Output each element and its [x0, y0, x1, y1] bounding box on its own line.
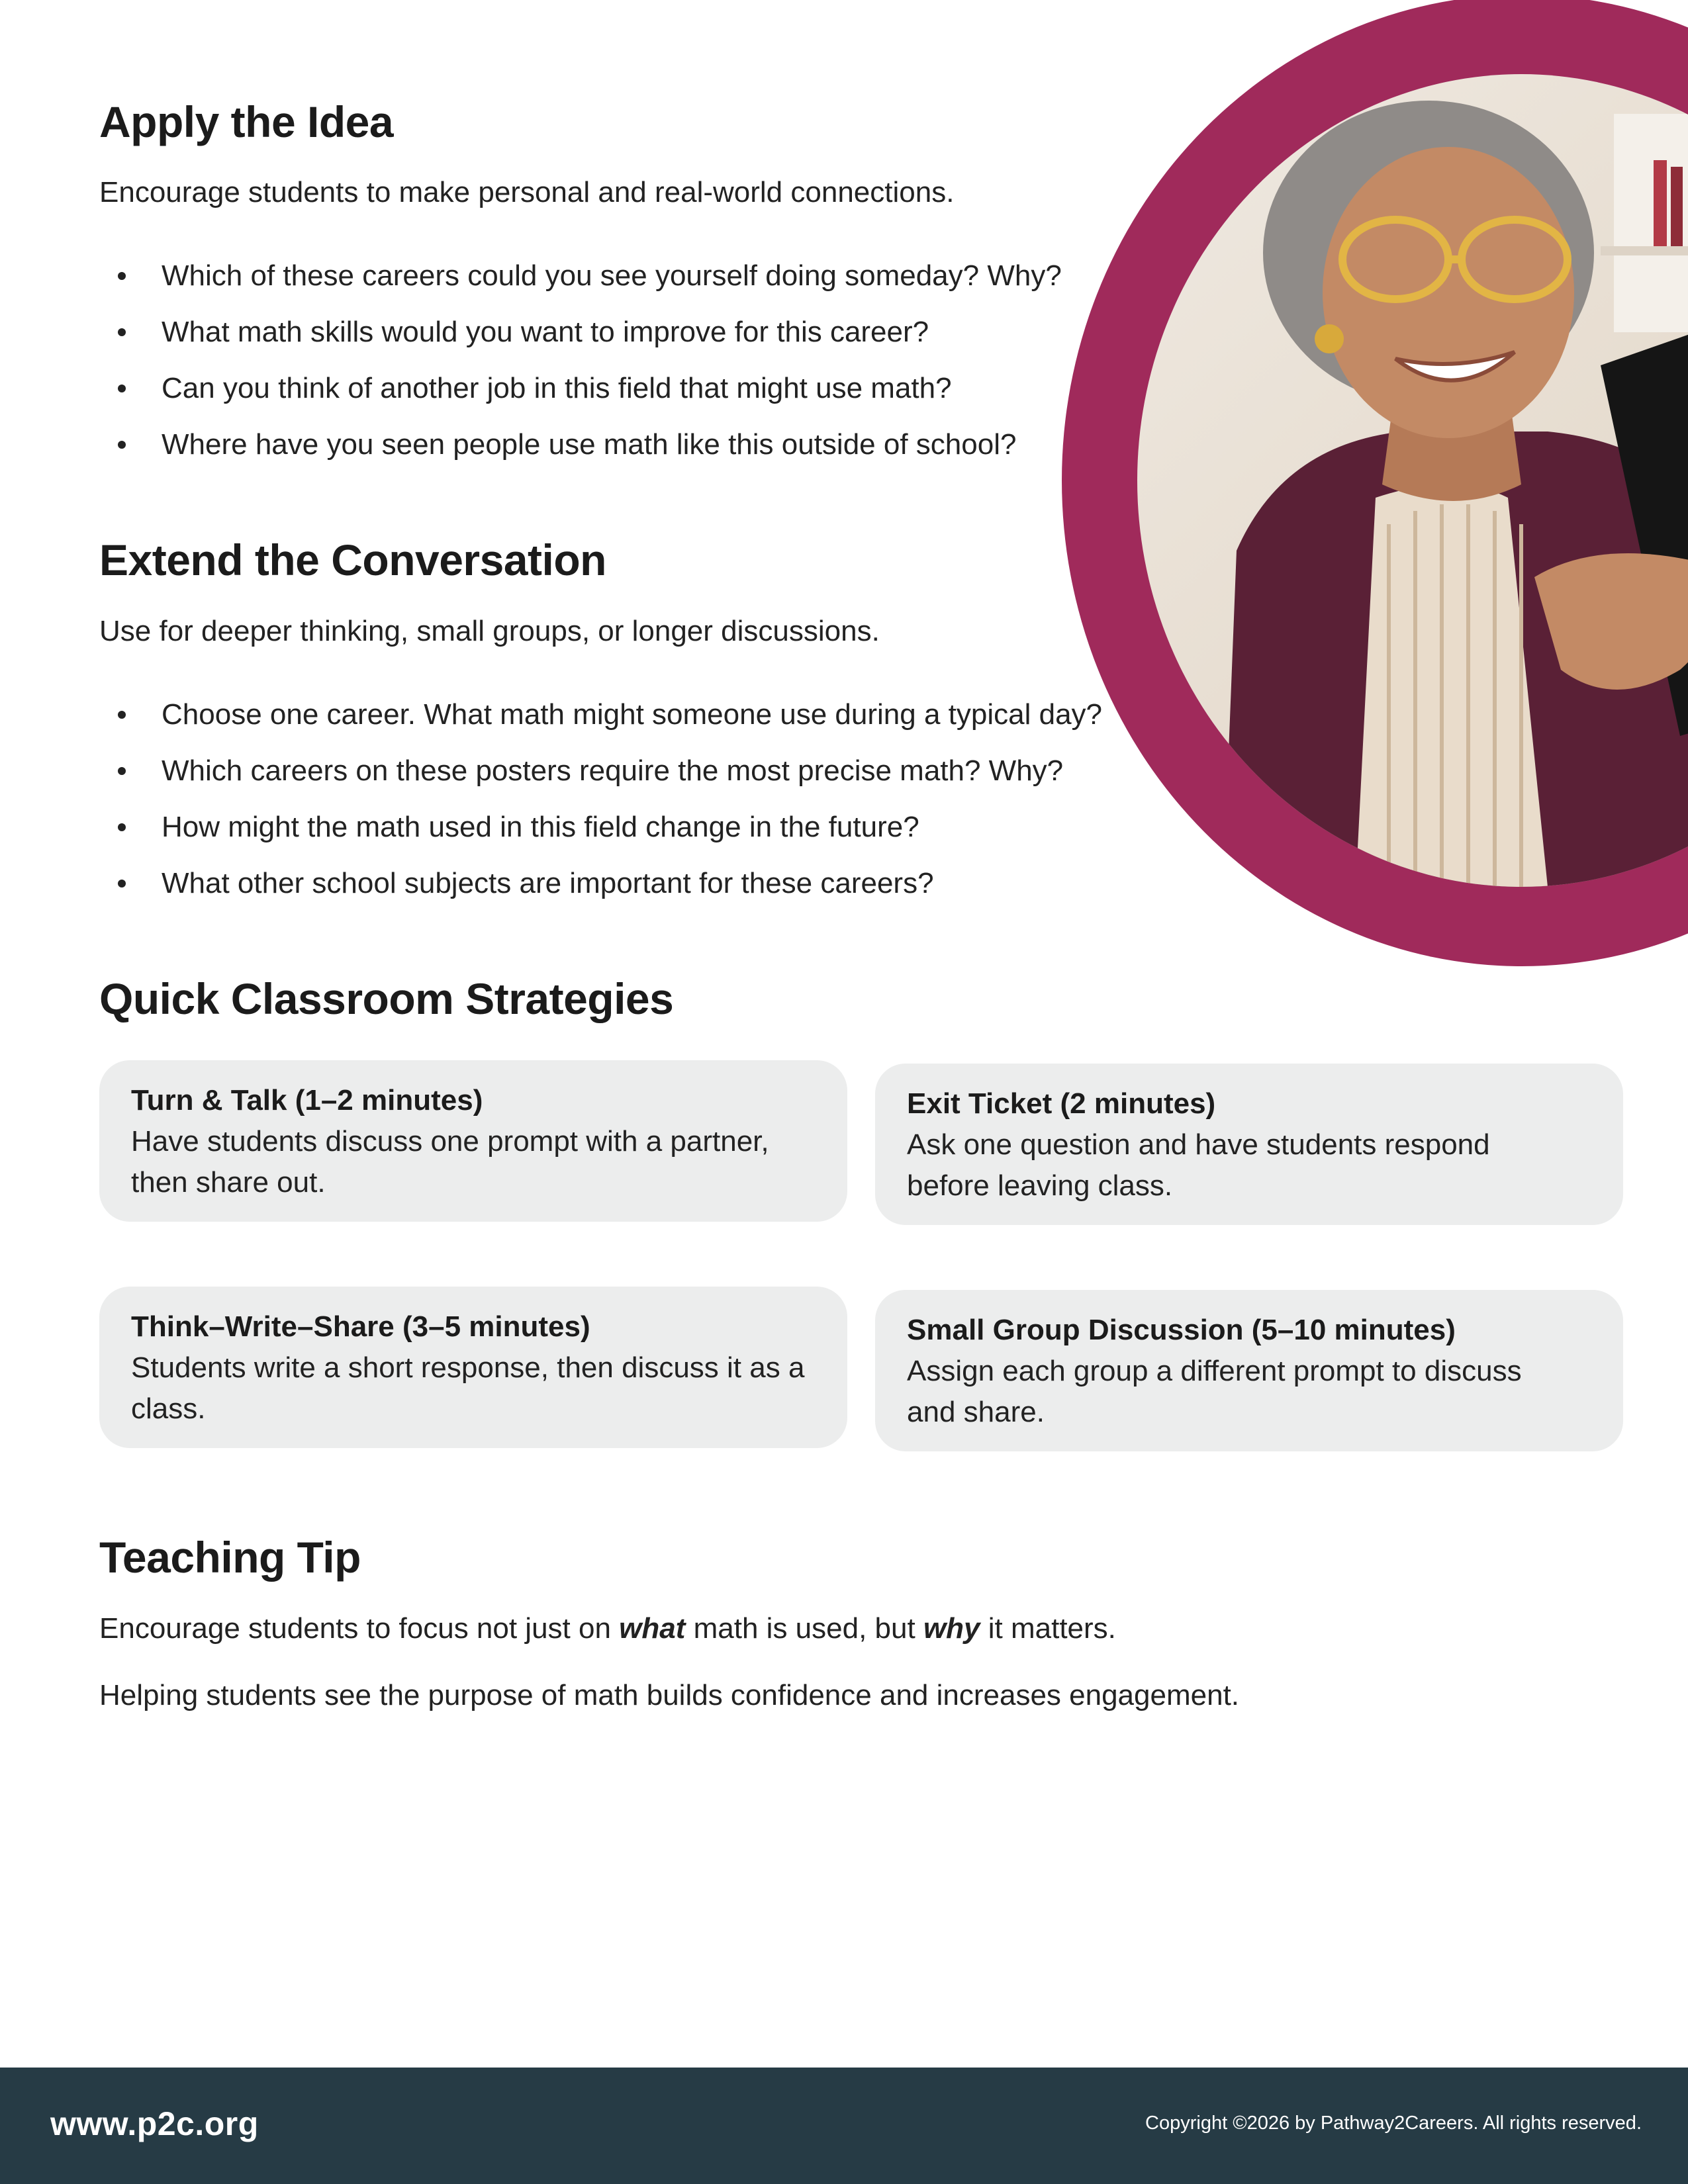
emphasis-why: why: [923, 1612, 980, 1645]
strategy-description: Ask one question and have students respond: [907, 1128, 1490, 1161]
list-item: What other school subjects are important for these careers?: [99, 865, 1102, 921]
list-item: Which of these careers could you see yourself doing someday? Why?: [99, 257, 1062, 314]
strategies-heading: Quick Classroom Strategies: [99, 974, 674, 1023]
list-item: Choose one career. What math might someone use during a typical day?: [99, 696, 1102, 752]
bullet-icon: [118, 441, 126, 449]
strategy-title: Think–Write–Share (3–5 minutes): [131, 1310, 590, 1343]
copyright-text: Copyright ©2026 by Pathway2Careers. All rights reserved.: [1145, 2113, 1642, 2134]
strategy-description: Have students discuss one prompt with a partner,: [131, 1125, 769, 1158]
tip-line-1: Encourage students to focus not just on what math is used, but why it matters.: [99, 1612, 1116, 1645]
strategy-description: Assign each group a different prompt to discuss: [907, 1355, 1522, 1387]
emphasis-what: what: [619, 1612, 686, 1645]
extend-intro: Use for deeper thinking, small groups, or longer discussions.: [99, 615, 880, 647]
bullet-icon: [118, 823, 126, 831]
strategy-description: and share.: [907, 1396, 1045, 1428]
apply-intro: Encourage students to make personal and real-world connections.: [99, 176, 955, 208]
bullet-icon: [118, 711, 126, 719]
strategy-title: Exit Ticket (2 minutes): [907, 1087, 1216, 1120]
list-item: What math skills would you want to improve for this career?: [99, 314, 1062, 370]
tip-heading: Teaching Tip: [99, 1533, 361, 1582]
apply-heading: Apply the Idea: [99, 97, 394, 146]
list-item: Where have you seen people use math like this outside of school?: [99, 426, 1062, 482]
extend-question-list: [99, 696, 1102, 921]
strategy-card-turn-talk: [99, 1060, 847, 1222]
list-item: Can you think of another job in this field that might use math?: [99, 370, 1062, 426]
strategy-title: Small Group Discussion (5–10 minutes): [907, 1314, 1456, 1346]
strategy-description: Students write a short response, then discuss it as a: [131, 1351, 805, 1384]
strategy-card-exit-ticket: [875, 1064, 1623, 1225]
bullet-icon: [118, 272, 126, 280]
strategy-card-think-write-share: [99, 1287, 847, 1448]
strategy-description: then share out.: [131, 1166, 326, 1199]
strategy-description: before leaving class.: [907, 1169, 1173, 1202]
strategy-description: class.: [131, 1392, 206, 1425]
apply-question-list: [99, 257, 1062, 482]
website-link[interactable]: www.p2c.org: [50, 2105, 259, 2142]
strategy-card-small-group: [875, 1290, 1623, 1451]
list-item: How might the math used in this field change in the future?: [99, 809, 1102, 865]
tip-line-2: Helping students see the purpose of math builds confidence and increases engagement.: [99, 1679, 1240, 1711]
strategy-title: Turn & Talk (1–2 minutes): [131, 1084, 483, 1116]
bullet-icon: [118, 767, 126, 775]
bullet-icon: [118, 880, 126, 887]
bullet-icon: [118, 328, 126, 336]
list-item: Which careers on these posters require the most precise math? Why?: [99, 752, 1102, 809]
extend-heading: Extend the Conversation: [99, 535, 606, 584]
bullet-icon: [118, 385, 126, 392]
footer-bar: [0, 2068, 1688, 2184]
